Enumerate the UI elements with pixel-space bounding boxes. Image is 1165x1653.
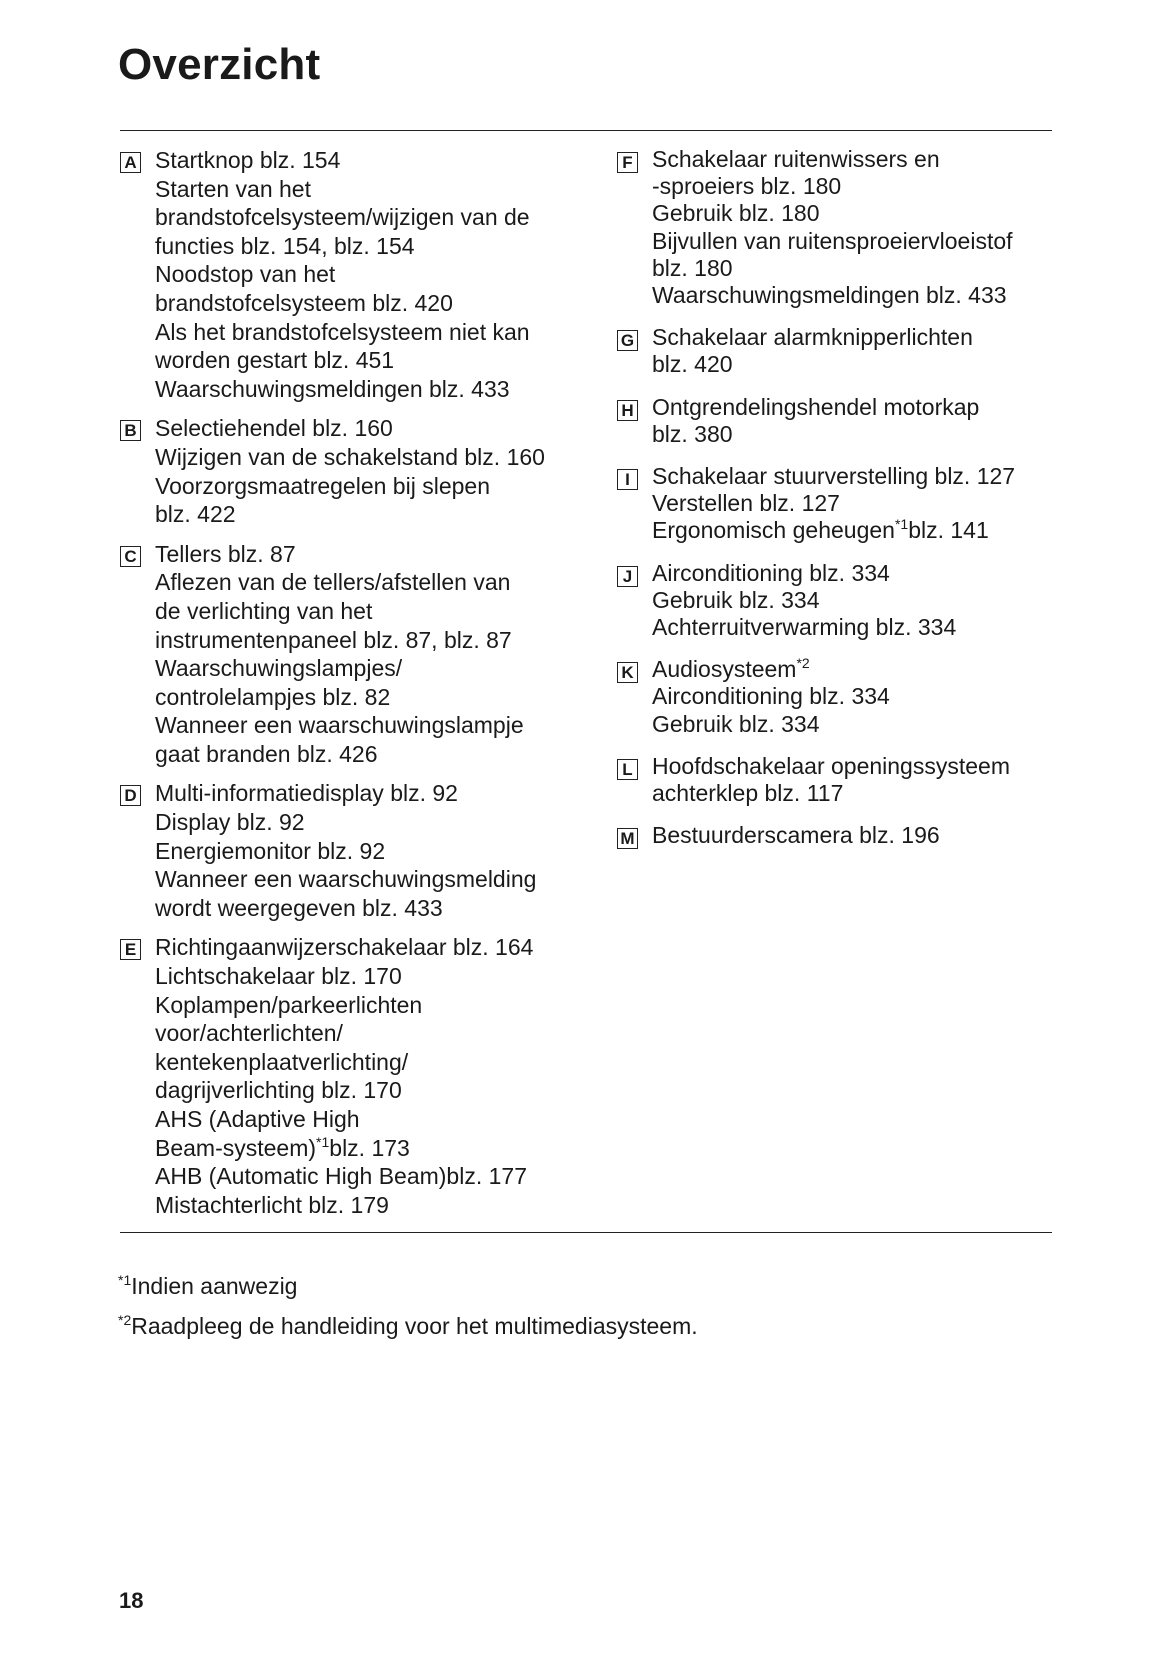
entry-subitem: Energiemonitor blz. 92: [155, 837, 386, 864]
entry-subitem: worden gestart blz. 451: [155, 347, 395, 374]
overview-entry-c: [120, 540, 580, 769]
entry-subitem: achterklep blz. 117: [652, 780, 844, 807]
entry-subitem: AHS (Adaptive High: [155, 1106, 360, 1132]
entry-letter-badge: D: [120, 785, 141, 806]
overview-entry-m: [617, 822, 1062, 849]
entry-heading: Ontgrendelingshendel motorkap: [652, 393, 980, 420]
entry-lines: [652, 822, 940, 849]
entry-letter-badge: J: [617, 566, 638, 587]
entry-heading: Audiosysteem$^{*2}$: [652, 655, 810, 683]
entry-lines: [155, 540, 524, 769]
overview-entry-e: [120, 933, 580, 1219]
footnote-text: Raadpleeg de handleiding voor het multimediasysteem.: [131, 1313, 698, 1339]
entry-subitem: Waarschuwingsmeldingen blz. 433: [155, 375, 510, 402]
entry-subitem: dagrijverlichting blz. 170: [155, 1077, 402, 1104]
footnote: [118, 1272, 698, 1300]
overview-entry-a: [120, 146, 580, 403]
entry-lines: [652, 146, 1013, 309]
entry-letter-badge: A: [120, 152, 141, 173]
overview-entry-g: [617, 324, 1062, 378]
entry-subitem: Achterruitverwarming blz. 334: [652, 614, 957, 641]
entry-subitem: Waarschuwingsmeldingen blz. 433: [652, 282, 1007, 309]
entry-subitem: Mistachterlicht blz. 179: [155, 1191, 389, 1218]
entry-subitem: Gebruik blz. 180: [652, 200, 820, 227]
entry-lines: [155, 933, 533, 1219]
entry-letter-badge: B: [120, 420, 141, 441]
entry-subitem: blz. 420: [652, 351, 733, 378]
entry-letter-badge: C: [120, 546, 141, 567]
entry-heading: Startknop blz. 154: [155, 147, 341, 173]
entry-subitem: Wanneer een waarschuwingsmelding: [155, 866, 537, 893]
entry-subitem: Beam-systeem)$^{*1}$blz. 173: [155, 1133, 410, 1161]
entry-subitem: Ergonomisch geheugen$^{*1}$blz. 141: [652, 516, 989, 544]
footnote: [118, 1312, 698, 1340]
entry-subitem: kentekenplaatverlichting/: [155, 1048, 409, 1075]
overview-entry-f: [617, 146, 1062, 309]
entry-letter-badge: M: [617, 828, 638, 849]
entry-subitem: Aflezen van de tellers/afstellen van: [155, 569, 511, 596]
footnote-mark: *2: [118, 1312, 132, 1328]
entry-heading: Richtingaanwijzerschakelaar blz. 164: [155, 934, 534, 961]
entry-lines: [652, 656, 890, 738]
overview-entry-l: [617, 753, 1062, 807]
entry-subitem: Als het brandstofcelsysteem niet kan: [155, 318, 530, 345]
entry-lines: [155, 779, 536, 922]
entry-letter-badge: E: [120, 939, 141, 960]
entry-heading: Bestuurderscamera blz. 196: [652, 822, 940, 849]
overview-entry-j: [617, 560, 1062, 642]
entry-subitem: blz. 180: [652, 254, 733, 281]
top-divider: [120, 130, 1052, 131]
entry-subitem: Wanneer een waarschuwingslampje: [155, 712, 524, 739]
entry-letter-badge: L: [617, 759, 638, 780]
footnotes: [118, 1272, 698, 1352]
entry-lines: [155, 414, 545, 528]
entry-subitem: Starten van het: [155, 175, 311, 202]
overview-entry-d: [120, 779, 580, 922]
entry-subitem: Noodstop van het: [155, 261, 336, 288]
entry-subitem: gaat branden blz. 426: [155, 740, 378, 767]
entry-subitem: brandstofcelsysteem blz. 420: [155, 289, 453, 316]
entry-subitem: blz. 380: [652, 420, 733, 447]
entry-lines: [155, 146, 530, 403]
entry-heading: Hoofdschakelaar openingssysteem: [652, 752, 1010, 779]
overview-entry-i: [617, 463, 1062, 545]
entry-subitem: voor/achterlichten/: [155, 1020, 343, 1047]
footnote-reference: *1: [316, 1133, 330, 1150]
entry-letter-badge: K: [617, 662, 638, 683]
entry-lines: [652, 324, 973, 378]
footnote-text: Indien aanwezig: [131, 1273, 298, 1299]
page-number: 18: [119, 1588, 144, 1613]
entry-letter-badge: F: [617, 152, 638, 173]
footnote-mark: *1: [118, 1272, 132, 1288]
entry-heading: Selectiehendel blz. 160: [155, 415, 393, 442]
entry-subitem: Bijvullen van ruitensproeiervloeistof: [652, 227, 1013, 254]
right-column: [617, 146, 1062, 864]
entry-subitem: functies blz. 154, blz. 154: [155, 232, 415, 259]
entry-subitem: Waarschuwingslampjes/: [155, 655, 403, 682]
entry-subitem: blz. 422: [155, 501, 236, 528]
entry-heading: Tellers blz. 87: [155, 540, 296, 567]
footnote-reference: *1: [894, 516, 909, 533]
entry-subitem: -sproeiers blz. 180: [652, 173, 842, 200]
footnote-reference: *2: [796, 655, 810, 672]
entry-subitem: Gebruik blz. 334: [652, 586, 820, 613]
entry-letter-badge: I: [617, 469, 638, 490]
overview-entry-b: [120, 414, 580, 528]
entry-heading: Schakelaar ruitenwissers en: [652, 146, 940, 172]
entry-heading: Schakelaar stuurverstelling blz. 127: [652, 463, 1016, 490]
entry-subitem: Display blz. 92: [155, 809, 305, 836]
entry-subitem: instrumentenpaneel blz. 87, blz. 87: [155, 626, 512, 653]
entry-letter-badge: G: [617, 330, 638, 351]
entry-subitem: Koplampen/parkeerlichten: [155, 991, 423, 1018]
entry-subitem: Lichtschakelaar blz. 170: [155, 963, 402, 990]
entry-heading: Multi-informatiedisplay blz. 92: [155, 780, 458, 807]
entry-lines: [652, 753, 1010, 807]
entry-subitem: Gebruik blz. 334: [652, 710, 820, 737]
entry-heading: Schakelaar alarmknipperlichten: [652, 324, 973, 351]
bottom-divider: [120, 1232, 1052, 1233]
entry-subitem: Airconditioning blz. 334: [652, 683, 890, 710]
overview-entry-k: [617, 656, 1062, 738]
left-column: [120, 146, 580, 1230]
entry-letter-badge: H: [617, 400, 638, 421]
entry-lines: [652, 463, 1015, 545]
page-title: Overzicht: [118, 40, 321, 89]
entry-subitem: wordt weergegeven blz. 433: [155, 894, 443, 921]
entry-subitem: brandstofcelsysteem/wijzigen van de: [155, 204, 530, 231]
entry-lines: [652, 560, 956, 642]
entry-subitem: controlelampjes blz. 82: [155, 683, 391, 710]
entry-lines: [652, 394, 979, 448]
entry-subitem: de verlichting van het: [155, 597, 373, 624]
entry-subitem: AHB (Automatic High Beam)blz. 177: [155, 1163, 527, 1190]
overview-entry-h: [617, 394, 1062, 448]
entry-subitem: Verstellen blz. 127: [652, 490, 840, 517]
entry-heading: Airconditioning blz. 334: [652, 559, 890, 586]
entry-subitem: Voorzorgsmaatregelen bij slepen: [155, 472, 490, 499]
entry-subitem: Wijzigen van de schakelstand blz. 160: [155, 443, 545, 470]
